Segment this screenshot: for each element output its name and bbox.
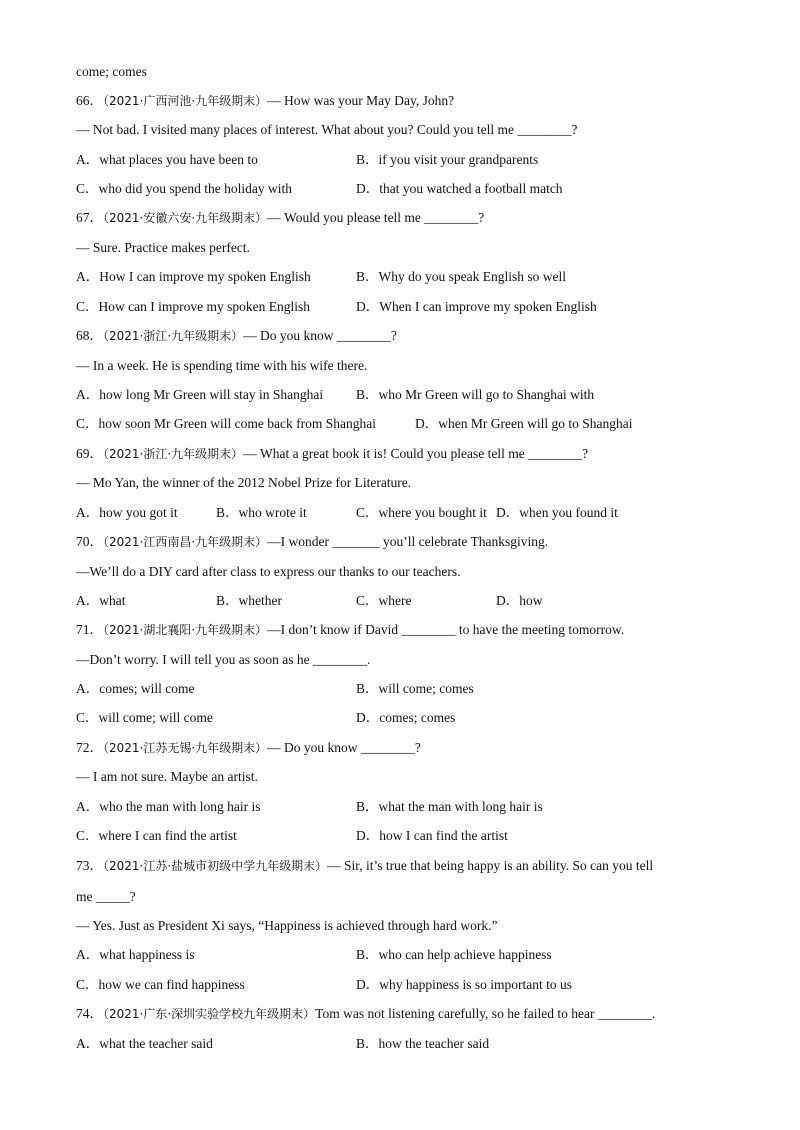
question-69-stem: 69．（2021·浙江·九年级期末）— What a great book it is! Could you please tell me ________?	[76, 446, 589, 461]
continued-answer: come; comes	[76, 64, 147, 79]
question-70-option-b[interactable]: B．whether	[216, 593, 282, 608]
question-73-reply: — Yes. Just as President Xi says, “Happiness is achieved through hard work.”	[76, 918, 498, 933]
question-72-reply: — I am not sure. Maybe an artist.	[76, 769, 258, 784]
question-73-stem: 73．（2021·江苏·盐城市初级中学九年级期末）— Sir, it’s true that being happy is an ability. So can you tell	[76, 858, 654, 873]
question-67-option-d[interactable]: D．When I can improve my spoken English	[356, 299, 597, 314]
question-67-option-c[interactable]: C．How can I improve my spoken English	[76, 299, 310, 314]
question-70-stem: 70．（2021·江西南昌·九年级期末）—I wonder _______ you’ll celebrate Thanksgiving.	[76, 534, 549, 549]
question-67-option-a[interactable]: A．How I can improve my spoken English	[76, 269, 311, 284]
question-68-reply: — In a week. He is spending time with his wife there.	[76, 358, 368, 373]
question-73-option-b[interactable]: B．who can help achieve happiness	[356, 947, 552, 962]
question-73-option-a[interactable]: A．what happiness is	[76, 947, 195, 962]
question-72-stem: 72．（2021·江苏无锡·九年级期末）— Do you know ________?	[76, 740, 421, 755]
question-69-option-a[interactable]: A．how you got it	[76, 505, 178, 520]
question-70-option-d[interactable]: D．how	[496, 593, 543, 608]
question-66-option-c[interactable]: C．who did you spend the holiday with	[76, 181, 292, 196]
question-70-reply: —We’ll do a DIY card after class to express our thanks to our teachers.	[76, 564, 461, 579]
question-68-option-d[interactable]: D．when Mr Green will go to Shanghai	[415, 416, 633, 431]
question-72-option-c[interactable]: C．where I can find the artist	[76, 828, 237, 843]
question-73-option-c[interactable]: C．how we can find happiness	[76, 977, 245, 992]
question-69-option-c[interactable]: C．where you bought it	[356, 505, 487, 520]
question-67-stem: 67．（2021·安徽六安·九年级期末）— Would you please tell me ________?	[76, 210, 485, 225]
question-68-option-c[interactable]: C．how soon Mr Green will come back from Shanghai	[76, 416, 376, 431]
question-73-stem-continued: me _____?	[76, 889, 136, 904]
question-74-option-b[interactable]: B．how the teacher said	[356, 1036, 490, 1051]
question-66-option-a[interactable]: A．what places you have been to	[76, 152, 258, 167]
question-68-option-b[interactable]: B．who Mr Green will go to Shanghai with	[356, 387, 595, 402]
question-71-option-d[interactable]: D．comes; comes	[356, 710, 456, 725]
question-67-option-b[interactable]: B．Why do you speak English so well	[356, 269, 566, 284]
question-66-reply: — Not bad. I visited many places of interest. What about you? Could you tell me ________?	[76, 122, 578, 137]
question-71-stem: 71．（2021·湖北襄阳·九年级期末）—I don’t know if David ________ to have the meeting tomorrow.	[76, 622, 625, 637]
question-66-option-d[interactable]: D．that you watched a football match	[356, 181, 563, 196]
question-72-option-a[interactable]: A．who the man with long hair is	[76, 799, 261, 814]
question-71-option-b[interactable]: B．will come; comes	[356, 681, 474, 696]
question-68-stem: 68．（2021·浙江·九年级期末）— Do you know ________?	[76, 328, 397, 343]
question-72-option-b[interactable]: B．what the man with long hair is	[356, 799, 543, 814]
question-70-option-a[interactable]: A．what	[76, 593, 126, 608]
question-69-option-d[interactable]: D．when you found it	[496, 505, 618, 520]
question-73-option-d[interactable]: D．why happiness is so important to us	[356, 977, 572, 992]
question-72-option-d[interactable]: D．how I can find the artist	[356, 828, 508, 843]
question-71-reply: —Don’t worry. I will tell you as soon as he ________.	[76, 652, 371, 667]
question-69-option-b[interactable]: B．who wrote it	[216, 505, 307, 520]
question-67-reply: — Sure. Practice makes perfect.	[76, 240, 250, 255]
question-71-option-a[interactable]: A．comes; will come	[76, 681, 195, 696]
question-71-option-c[interactable]: C．will come; will come	[76, 710, 213, 725]
question-74-stem: 74．（2021·广东·深圳实验学校九年级期末）Tom was not listening carefully, so he failed to hear ________.	[76, 1006, 656, 1021]
question-66-option-b[interactable]: B．if you visit your grandparents	[356, 152, 539, 167]
question-66-stem: 66．（2021·广西河池·九年级期末）— How was your May Day, John?	[76, 93, 455, 108]
question-68-option-a[interactable]: A．how long Mr Green will stay in Shanghai	[76, 387, 324, 402]
question-69-reply: — Mo Yan, the winner of the 2012 Nobel Prize for Literature.	[76, 475, 412, 490]
question-70-option-c[interactable]: C．where	[356, 593, 412, 608]
question-74-option-a[interactable]: A．what the teacher said	[76, 1036, 213, 1051]
